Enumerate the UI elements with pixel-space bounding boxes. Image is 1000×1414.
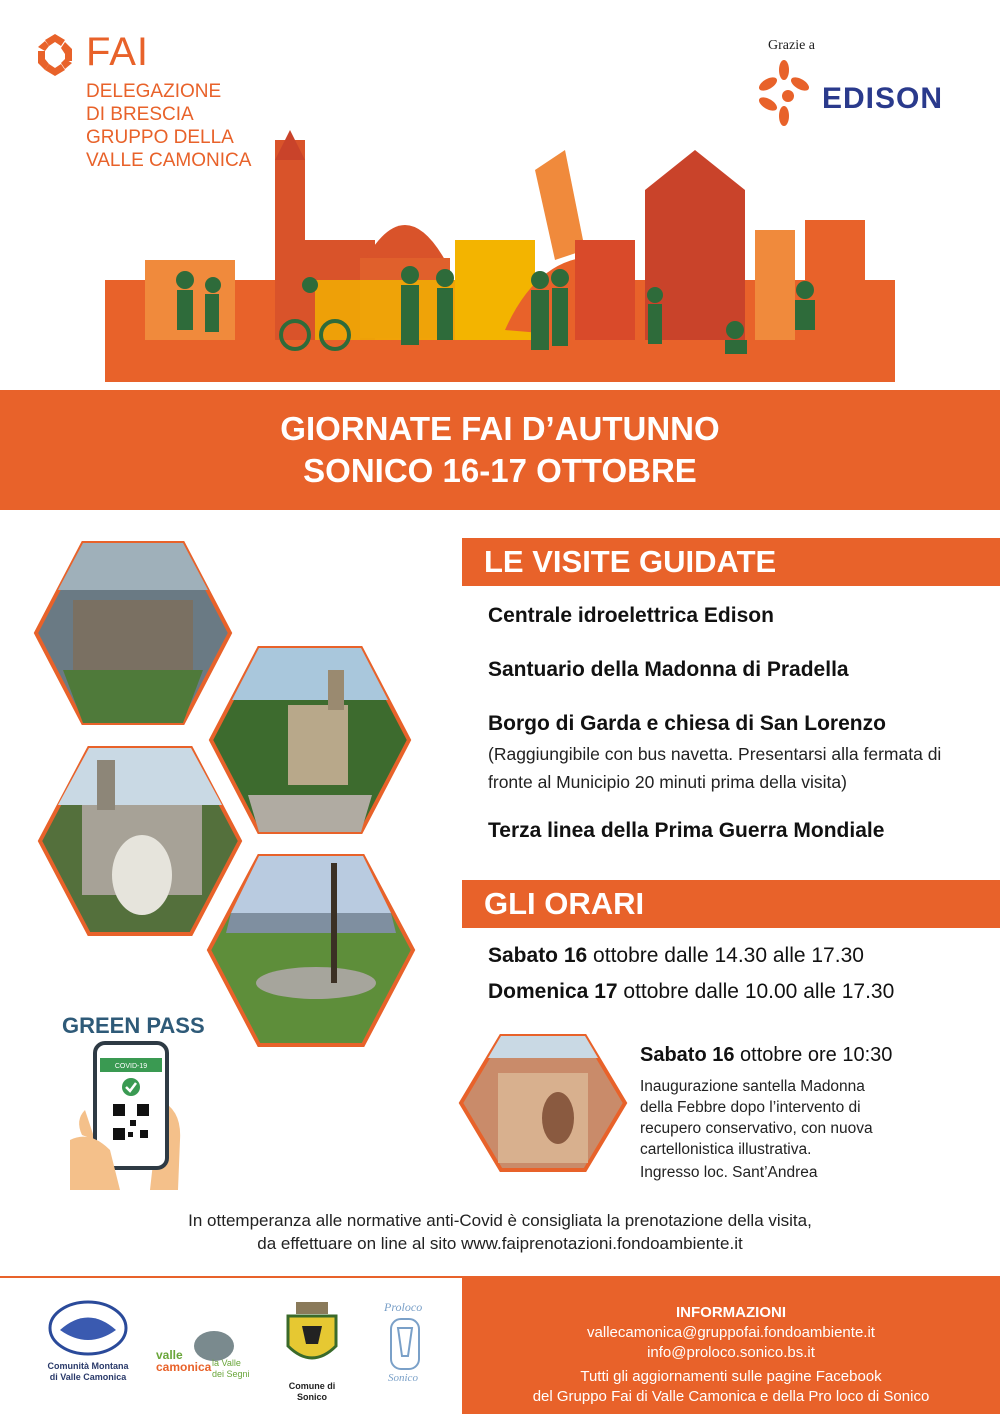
logo-caption: valle: [156, 1348, 183, 1362]
shuttle-note-line: (Raggiungibile con bus navetta. Presentarsi alla fermata di: [488, 744, 942, 764]
hours-time: ottobre dalle 14.30 alle 17.30: [587, 944, 864, 967]
proloco-figure-icon: [388, 1316, 422, 1372]
shuttle-note: [488, 740, 968, 796]
phone-label: COVID-19: [114, 1063, 148, 1070]
info-email[interactable]: vallecamonica@gruppofai.fondoambiente.it: [587, 1324, 875, 1341]
logo-caption: Proloco: [384, 1300, 423, 1314]
event-day: Sabato 16: [640, 1044, 735, 1066]
green-pass-title: GREEN PASS: [62, 1013, 205, 1038]
photo-centrale-edison: [33, 540, 233, 726]
logo-caption: di Valle Camonica: [49, 1372, 127, 1382]
hours-time: ottobre dalle 10.00 alle 17.30: [617, 980, 895, 1003]
covid-notice: [0, 1209, 1000, 1255]
info-text: Tutti gli aggiornamenti sulle pagine Facebook: [580, 1368, 882, 1385]
logo-caption: camonica: [156, 1360, 212, 1374]
banner-subtitle: SONICO 16-17 OTTOBRE: [303, 452, 697, 489]
logo-comunita-montana: [46, 1300, 130, 1383]
logo-caption: Comune di: [288, 1381, 336, 1391]
logo-caption: dei Segni: [212, 1369, 250, 1379]
hours-heading: GLI ORARI: [462, 880, 1000, 928]
logo-valle-camonica: [156, 1328, 256, 1384]
covid-notice-line: da effettuare on line al sito www.faiprenotazioni.fondoambiente.it: [257, 1234, 743, 1253]
fai-brand: FAI: [86, 30, 150, 74]
info-text: del Gruppo Fai di Valle Camonica e della Pro loco di Sonico: [532, 1388, 930, 1405]
info-email[interactable]: info@proloco.sonico.bs.it: [647, 1344, 815, 1361]
delegation-name: DELEGAZIONE DI BRESCIA GRUPPO DELLA VALLE CAMONICA: [86, 81, 252, 171]
hours-saturday: [488, 944, 864, 968]
hours-day: Sabato 16: [488, 944, 588, 967]
visit-item: Borgo di Garda e chiesa di San Lorenzo: [488, 712, 886, 735]
banner-title: GIORNATE FAI D’AUTUNNO: [280, 410, 720, 447]
hours-sunday: [488, 980, 894, 1004]
info-box: [462, 1278, 1000, 1414]
photo-santella: [458, 1033, 628, 1173]
visit-item: Santuario della Madonna di Pradella: [488, 658, 849, 681]
info-heading: INFORMAZIONI: [676, 1304, 786, 1321]
logo-caption: Sonico: [388, 1372, 418, 1384]
event-description: Inaugurazione santella Madonna della Febbre dopo l’intervento di recupero conservativo, con nuova cartellonistica illustrativa.: [640, 1078, 873, 1158]
coat-of-arms-icon: [280, 1300, 344, 1376]
edison-brand: EDISON: [822, 82, 944, 115]
comunita-emblem-icon: [46, 1300, 130, 1356]
logo-comune-sonico: [280, 1300, 344, 1403]
fai-logo-icon: [32, 32, 78, 78]
covid-notice-line: In ottemperanza alle normative anti-Covid è consigliata la prenotazione della visita,: [188, 1211, 812, 1230]
event-time: ottobre ore 10:30: [734, 1044, 893, 1066]
green-pass-phone-icon: [70, 1040, 190, 1190]
visit-item: Terza linea della Prima Guerra Mondiale: [488, 819, 885, 842]
hours-day: Domenica 17: [488, 980, 618, 1003]
visit-item: Centrale idroelettrica Edison: [488, 604, 774, 627]
event-title: [640, 1044, 892, 1067]
logo-caption: Sonico: [296, 1392, 327, 1402]
thanks-label: Grazie a: [768, 38, 816, 53]
logo-proloco-sonico: [380, 1300, 430, 1386]
event-location: Ingresso loc. Sant’Andrea: [640, 1164, 818, 1181]
shuttle-note-line: fronte al Municipio 20 minuti prima della visita): [488, 772, 847, 792]
title-banner: [0, 390, 1000, 510]
edison-logo-icon: [756, 58, 812, 128]
skyline-illustration: [105, 130, 895, 382]
logo-caption: Comunità Montana: [47, 1361, 129, 1371]
photo-terza-linea: [206, 853, 416, 1048]
visits-heading: LE VISITE GUIDATE: [462, 538, 1000, 586]
logo-caption: la Valle: [212, 1358, 241, 1368]
